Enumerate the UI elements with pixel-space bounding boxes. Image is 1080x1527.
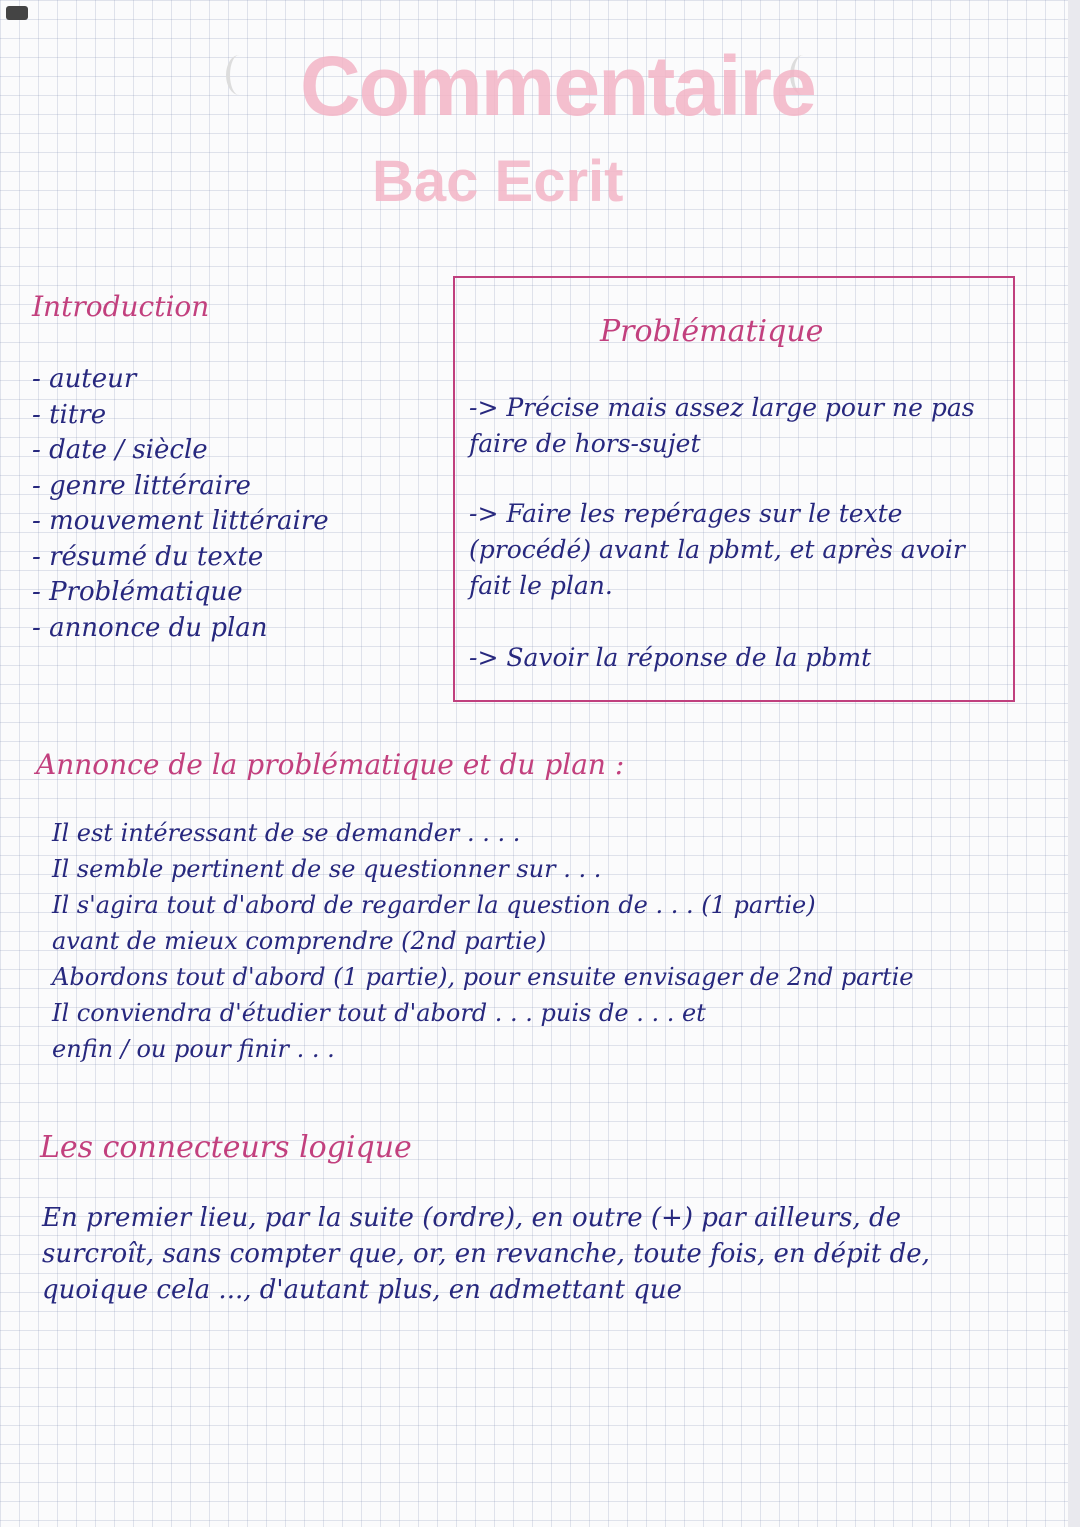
page-subtitle: Bac Ecrit [372,149,624,214]
connecteurs-heading: Les connecteurs logique [40,1130,412,1165]
binder-hole [226,55,252,95]
list-item: - annonce du plan [32,611,329,647]
annonce-heading: Annonce de la problématique et du plan : [36,748,625,781]
annonce-lines [52,815,913,1067]
annonce-line: Abordons tout d'abord (1 partie), pour ensuite envisager de 2nd partie [52,963,914,991]
list-item: - Problématique [32,575,329,611]
annonce-line: Il conviendra d'étudier tout d'abord . . . puis de . . . et [52,999,706,1027]
annonce-line: Il s'agira tout d'abord de regarder la question de . . . (1 partie) [52,891,816,919]
list-item: - mouvement littéraire [32,504,329,540]
photo-corner [6,6,28,20]
problematique-note: -> Faire les repérages sur le texte (procédé) avant la pbmt, et après avoir fait le plan. [469,499,965,600]
introduction-heading: Introduction [32,290,210,323]
list-item: - résumé du texte [32,540,329,576]
page-title: Commentaire [300,39,815,133]
list-item: - titre [32,398,329,434]
introduction-list [32,362,329,646]
problematique-note: -> Précise mais assez large pour ne pas faire de hors-sujet [469,393,975,458]
problematique-title: Problématique [600,314,824,349]
annonce-line: enfin / ou pour finir . . . [52,1035,335,1063]
annonce-line: Il semble pertinent de se questionner sur . . . [52,855,602,883]
problematique-box [453,276,1015,702]
list-item: - date / siècle [32,433,329,469]
problematique-note: -> Savoir la réponse de la pbmt [469,643,872,672]
connecteurs-text: En premier lieu, par la suite (ordre), en outre (+) par ailleurs, de surcroît, sans compter que, or, en revanche, toute fois, en dépit de, quoique cela ..., d'autant plus, en admettant que [42,1203,930,1305]
page-edge [1068,0,1080,1527]
list-item: - auteur [32,362,329,398]
list-item: - genre littéraire [32,469,329,505]
annonce-line: Il est intéressant de se demander . . . . [52,819,521,847]
annonce-line: avant de mieux comprendre (2nd partie) [52,927,547,955]
